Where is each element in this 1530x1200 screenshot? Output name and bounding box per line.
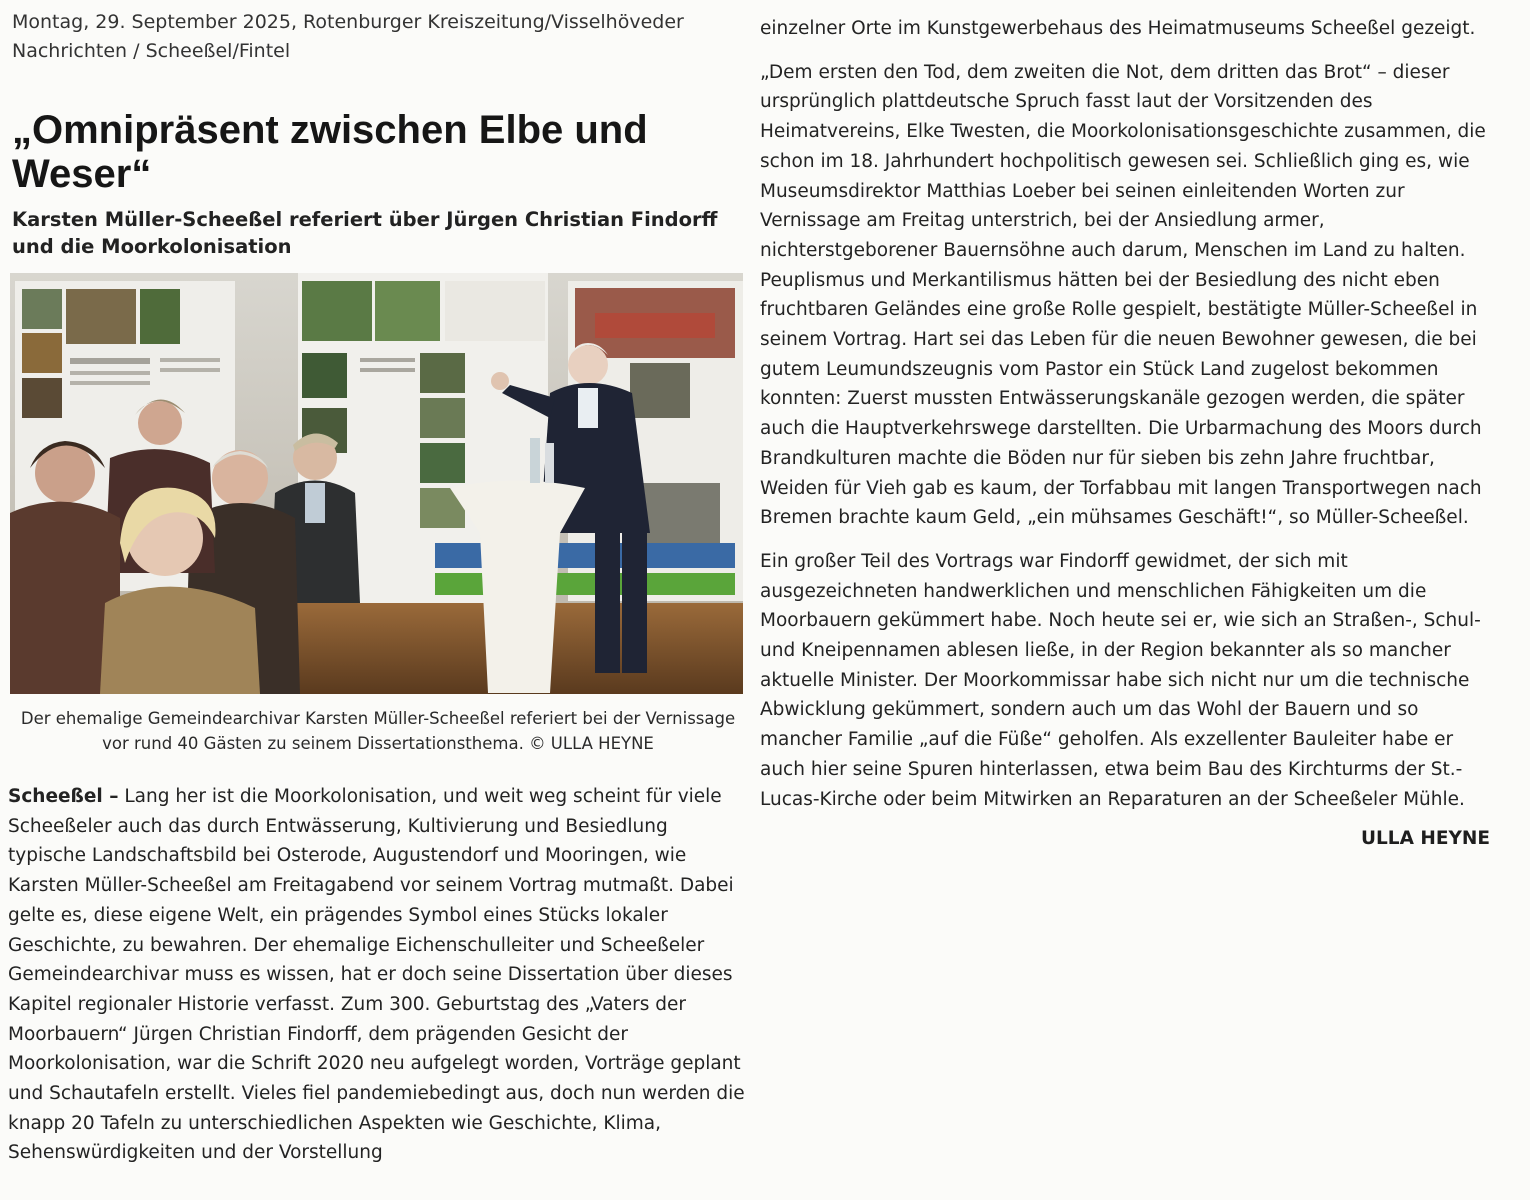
right-column — [760, 14, 1500, 849]
photo-caption: Der ehemalige Gemeindearchivar Karsten Müller-Scheeßel referiert bei der Vernissage vor rund 40 Gästen zu seinem Dissertationsthema. © ULLA HEYNE — [20, 709, 736, 753]
body-paragraph-2: „Dem ersten den Tod, dem zweiten die Not, dem dritten das Brot“ – dieser ursprünglich plattdeutsche Spruch fasst laut der Vorsitzenden des Heimatvereins, Elke Twesten, die Moorkolonisationsgeschichte zusammen, die schon im 18. Jahrhundert hochpolitisch gewesen sei. Schließlich ging es, wie Museumsdirektor Matthias Loeber bei seinen einleitenden Worten zur Vernissage am Freitag unterstrich, bei der Ansiedlung armer, nichterstgeborener Bauernsöhne auch darum, Menschen im Land zu halten. Peuplismus und Merkantilismus hätten bei der Besiedlung des nicht eben fruchtbaren Geländes eine große Rolle gespielt, bestätigte Müller-Scheeßel in seinem Vortrag. Hart sei das Leben für die neuen Bewohner gewesen, die bei gutem Leumundszeugnis vom Pastor ein Stück Land zugelost bekommen konnten: Zuerst mussten Entwässerungskanäle gezogen werden, die später auch die Hauptverkehrswege darstellten. Die Urbarmachung des Moors durch Brandkulturen machte die Böden nur für sieben bis zehn Jahre fruchtbar, Weiden für Vieh gab es kaum, der Torfabbau mit langen Transportwegen nach Bremen brachte kaum Geld, „ein mühsames Geschäft!“, so Müller-Scheeßel. — [760, 61, 1486, 529]
article-intro-paragraph — [8, 782, 748, 1168]
headline: „Omnipräsent zwischen Elbe und Weser“ — [12, 108, 648, 196]
intro-text: Lang her ist die Moorkolonisation, und weit weg scheint für viele Scheeßeler auch das durch Entwässerung, Kultivierung und Besiedlung typische Landschaftsbild bei Osterode, Augustendorf und Mooringen, wie Karsten Müller-Scheeßel am Freitagabend vor seinem Vortrag mutmaßt. Dabei gelte es, diese eigene Welt, ein prägendes Symbol eines Stücks lokaler Geschichte, zu bewahren. Der ehemalige Eichenschulleiter und Scheeßeler Gemeindearchivar muss es wissen, hat er doch seine Dissertation über dieses Kapitel regionaler Historie verfasst. Zum 300. Geburtstag des „Vaters der Moorbauern“ Jürgen Christian Findorff, dem prägenden Gesicht der Moorkolonisation, war die Schrift 2020 neu aufgelegt worden, Vorträge geplant und Schautafeln erstellt. Vieles fiel pandemiebedingt aus, doch nun werden die knapp 20 Tafeln zu unterschiedlichen Aspekten wie Geschichte, Klima, Sehenswürdigkeiten und der Vorstellung — [8, 786, 745, 1164]
dateline: Montag, 29. September 2025, Rotenburger Kreiszeitung/Visselhöveder Nachrichten / Scheeßel/Fintel — [12, 11, 684, 62]
lead-place: Scheeßel – — [8, 786, 119, 807]
body-paragraph-3: Ein großer Teil des Vortrags war Findorff gewidmet, der sich mit ausgezeichneten handwerklichen und menschlichen Fähigkeiten um die Moorbauern gekümmert habe. Noch heute sei er, wie sich an Straßen-, Schul- und Kneipennamen ablesen ließe, in der Region bekannter als so mancher aktuelle Minister. Der Moorkommissar habe sich nicht nur um die technische Abwicklung gekümmert, sondern auch um das Wohl der Bauern und so mancher Familie „auf die Füße“ geholfen. Als exzellenter Bauleiter habe er auch hier seine Spuren hinterlassen, etwa beim Bau des Kirchturms der St.-Lucas-Kirche oder beim Mitwirken an Reparaturen an der Scheeßeler Mühle. — [760, 550, 1481, 810]
continuation-paragraph: einzelner Orte im Kunstgewerbehaus des Heimatmuseums Scheeßel gezeigt. — [760, 18, 1476, 39]
author-byline: ULLA HEYNE — [1361, 828, 1490, 850]
subheadline: Karsten Müller-Scheeßel referiert über Jürgen Christian Findorff und die Moorkolonisation — [12, 208, 718, 258]
left-column — [8, 8, 748, 1168]
article-photo — [10, 273, 743, 694]
